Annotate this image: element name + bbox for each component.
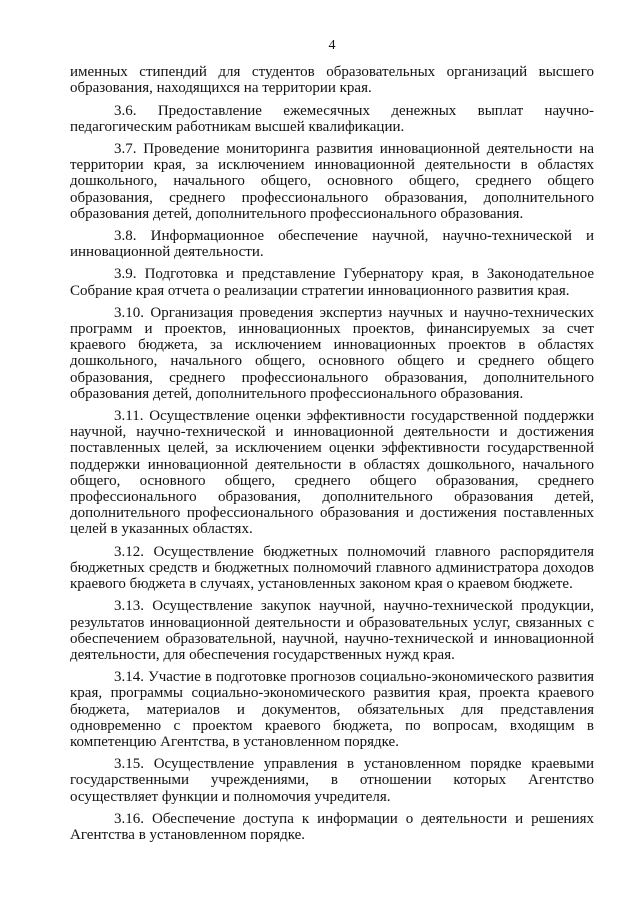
paragraph-3-14: 3.14. Участие в подготовке прогнозов социально-экономического развития края, программы социально-экономического развития края, проекта краевого бюджета, материалов и документов, обязательных для представления одновременно с проектом краевого бюджета, по вопросам, входящим в компетенцию Агентства, в установленном порядке.	[70, 669, 594, 750]
paragraph-3-8: 3.8. Информационное обеспечение научной, научно-технической и инновационной деятельности.	[70, 228, 594, 261]
paragraph-3-16: 3.16. Обеспечение доступа к информации о деятельности и решениях Агентства в установленном порядке.	[70, 810, 594, 843]
paragraph-3-13: 3.13. Осуществление закупок научной, научно-технической продукции, результатов инновационной деятельности и образовательных услуг, связанных с обеспечением образовательной, научной, научно-технической и инновационной деятельности, для обеспечения государственных нужд края.	[70, 598, 594, 663]
paragraph-3-15: 3.15. Осуществление управления в установленном порядке краевыми государственными учреждениями, в отношении которых Агентство осуществляет функции и полномочия учредителя.	[70, 756, 594, 805]
paragraph-3-9: 3.9. Подготовка и представление Губернатору края, в Законодательное Собрание края отчета о реализации стратегии инновационного развития края.	[70, 266, 594, 299]
paragraph-continuation: именных стипендий для студентов образовательных организаций высшего образования, находящихся на территории края.	[70, 64, 594, 97]
paragraph-3-11: 3.11. Осуществление оценки эффективности государственной поддержки научной, научно-технической и инновационной деятельности и достижения поставленных целей, за исключением оценки эффективности государственной поддержки инновационной деятельности в областях дошкольного, начального общего, основного общего, среднего общего образования, среднего профессионального образования, дополнительного образования детей, дополнительного профессионального образования и достижения поставленных целей в указанных областях.	[70, 408, 594, 538]
page-number: 4	[328, 38, 336, 53]
paragraph-3-12: 3.12. Осуществление бюджетных полномочий главного распорядителя бюджетных средств и бюджетных полномочий главного администратора доходов краевого бюджета в случаях, установленных законом края о краевом бюджете.	[70, 543, 594, 593]
paragraph-3-7: 3.7. Проведение мониторинга развития инновационной деятельности на территории края, за исключением инновационной деятельности в областях дошкольного, начального общего, основного общего, среднего общего образования, среднего профессионального образования, дополнительного образования детей, дополнительного профессионального образования.	[70, 141, 594, 222]
paragraph-3-10: 3.10. Организация проведения экспертиз научных и научно-технических программ и проектов, инновационных проектов, финансируемых за счет краевого бюджета, за исключением инновационных проектов в областях дошкольного, начального общего, основного общего и среднего общего образования, среднего профессионального образования, дополнительного образования детей, дополнительного профессионального образования.	[70, 304, 594, 402]
paragraph-3-6: 3.6. Предоставление ежемесячных денежных выплат научно-педагогическим работникам высшей квалификации.	[70, 102, 594, 135]
